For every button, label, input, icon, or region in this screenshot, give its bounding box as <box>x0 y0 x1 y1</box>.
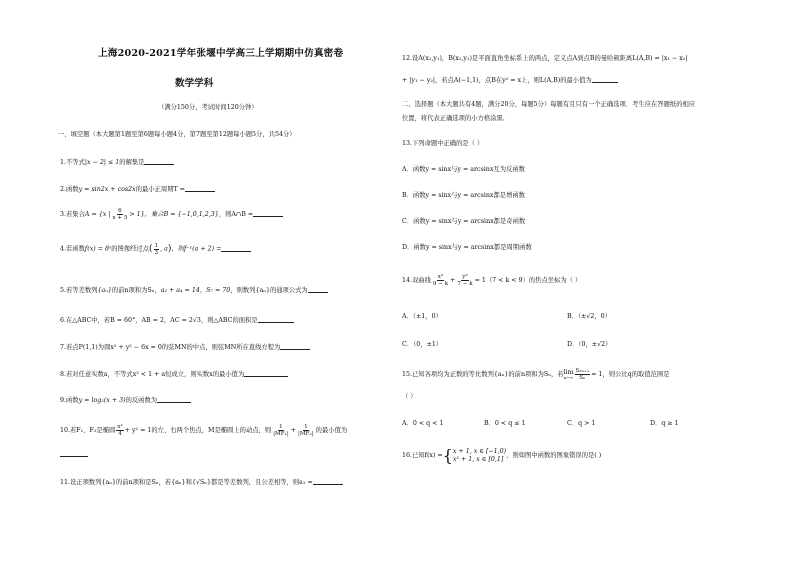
question-6: 6.在△ABC中，若B = 60°，AB = 2，AC = 2√3，则△ABC的面积是 <box>60 316 294 325</box>
question-10-blank-line <box>60 450 88 459</box>
question-5: 5.若等差数列{aₙ}的前n项和为Sₙ，a₂ + a₄ = 14，S₇ = 70，则数列{aₙ}的通项公式为 <box>60 286 328 295</box>
question-4: 4.若函数f(x) = 8ˣ的图像经过点( $\frac{1}{3}$ , a)，则f⁻¹(a + 2) = <box>60 242 251 257</box>
answer-blank[interactable] <box>308 286 328 293</box>
question-14-option-d[interactable]: D．（0，±√2） <box>567 341 612 348</box>
question-13-option-c[interactable]: C．函数y = sinx与y = arcsinx都是奇函数 <box>402 218 526 225</box>
answer-blank[interactable] <box>313 478 343 485</box>
question-7: 7.若点P(1,1)为圆x² + y² − 6x = 0的弦MN的中点，则弦MN所在直线方程为 <box>60 343 310 352</box>
question-14-option-a[interactable]: A．（±1，0） <box>402 313 442 320</box>
answer-blank[interactable] <box>221 245 251 252</box>
exam-title: 上海2020-2021学年张堰中学高三上学期期中仿真密卷 <box>98 48 344 59</box>
question-14-option-b[interactable]: B．（±√2，0） <box>567 313 611 320</box>
answer-blank[interactable] <box>60 450 88 457</box>
question-12-line-2: + |y₁ − y₂|，若点A(−1,1)，点B在y² = x上，则L(A,B)的最小值为 <box>402 76 618 85</box>
question-9: 9.函数y = log₂(x + 3)的反函数为 <box>60 396 191 405</box>
question-2: 2.函数y = sin2x + cos2x的最小正周期T = <box>60 185 215 194</box>
answer-blank[interactable] <box>253 210 283 217</box>
question-16-stem: 16.已知f(x) ={ x + 1, x ∈ [−1,0) x² + 1, x ∈ [0,1] ，则如图中函数的图象错误的是( ) <box>402 446 602 465</box>
question-13-option-a[interactable]: A．函数y = sinx与y = arcsinx互为反函数 <box>402 166 525 173</box>
question-15-stem: 15.已知各项均为正数的等比数列{aₙ}的前n项和为Sₙ，若 lim n→∞ $\frac{\text{S₂ₙ₊₁}}{\text{Sₙ}}$ = 1，则公比q的取值范围是 <box>402 368 670 381</box>
answer-blank[interactable] <box>592 76 618 83</box>
question-1: 1.不等式|x − 2| ≤ 1的解集是 <box>60 158 174 167</box>
answer-blank[interactable] <box>280 343 310 350</box>
answer-blank[interactable] <box>144 158 174 165</box>
answer-blank[interactable] <box>185 185 215 192</box>
subject-title: 数学学科 <box>175 78 214 89</box>
question-13-option-d[interactable]: D．函数y = sinx与y = arcsinx都是周期函数 <box>402 244 532 251</box>
question-15-option-b[interactable]: B．0 < q ≤ 1 <box>484 420 526 427</box>
section-1-heading: 一、填空题（本大题第1题至第6题每小题4分，第7题至第12题每小题5分，共54分） <box>58 131 296 138</box>
question-3: 3.若集合A = {x | $\frac{6}{x + 5}$ > 1}，集合B = {−1,0,1,2,3}，则A∩B = <box>60 208 283 222</box>
question-14-stem: 14.双曲线 $\frac{\text{x²}}{9 - k}$ + $\frac{\text{y²}}{7 - k}$ = 1（7 < k < 9）的焦点坐标为（ ） <box>402 274 582 287</box>
question-13-stem: 13.下列命题中正确的是（ ） <box>402 140 484 147</box>
question-15-paren: （ ） <box>402 393 417 400</box>
exam-note: （满分150分，考试时间120分钟） <box>158 104 258 111</box>
section-2-line-2: 位置，将代表正确选项的小方格涂黑． <box>402 115 510 122</box>
question-10: 10.若F₁、F₂是椭圆 $\frac{\text{x²}}{4}$ + y² = 1的左、右两个焦点，M是椭圆上的动点，则 $\frac{1}{\text{|MF₁|}}$ + $\frac{1}{\text{|MF₂|}}$ 的最小值为 <box>60 424 348 437</box>
question-11: 11.设正项数列{aₙ}的前n项和是Sₙ，若{aₙ}和{√Sₙ}都是等差数列，且公差相等，则a₁ = <box>60 478 343 487</box>
question-15-option-a[interactable]: A．0 < q < 1 <box>402 420 444 427</box>
question-13-option-b[interactable]: B．函数y = sinx与y = arcsinx都是增函数 <box>402 192 525 199</box>
question-12-line-1: 12.设A(x₁,y₁)，B(x₂,y₂)是平面直角坐标系上的两点，定义点A到点B的曼哈顿距离L(A,B) = |x₁ − x₂| <box>402 55 688 62</box>
question-15-option-d[interactable]: D．q ≥ 1 <box>650 420 679 427</box>
question-14-option-c[interactable]: C．（0，±1） <box>402 341 443 348</box>
question-15-option-c[interactable]: C．q > 1 <box>567 420 596 427</box>
question-8: 8.若对任意实数a，不等式x² < 1 + a恒成立，则实数x的最小值为 <box>60 370 288 379</box>
section-2-line-1: 二、选择题（本大题共有4题，满分20分，每题5分）每题有且只有一个正确选项．考生应在答题纸的相应 <box>402 101 696 108</box>
answer-blank[interactable] <box>258 316 294 323</box>
answer-blank[interactable] <box>244 370 288 377</box>
answer-blank[interactable] <box>157 396 191 403</box>
